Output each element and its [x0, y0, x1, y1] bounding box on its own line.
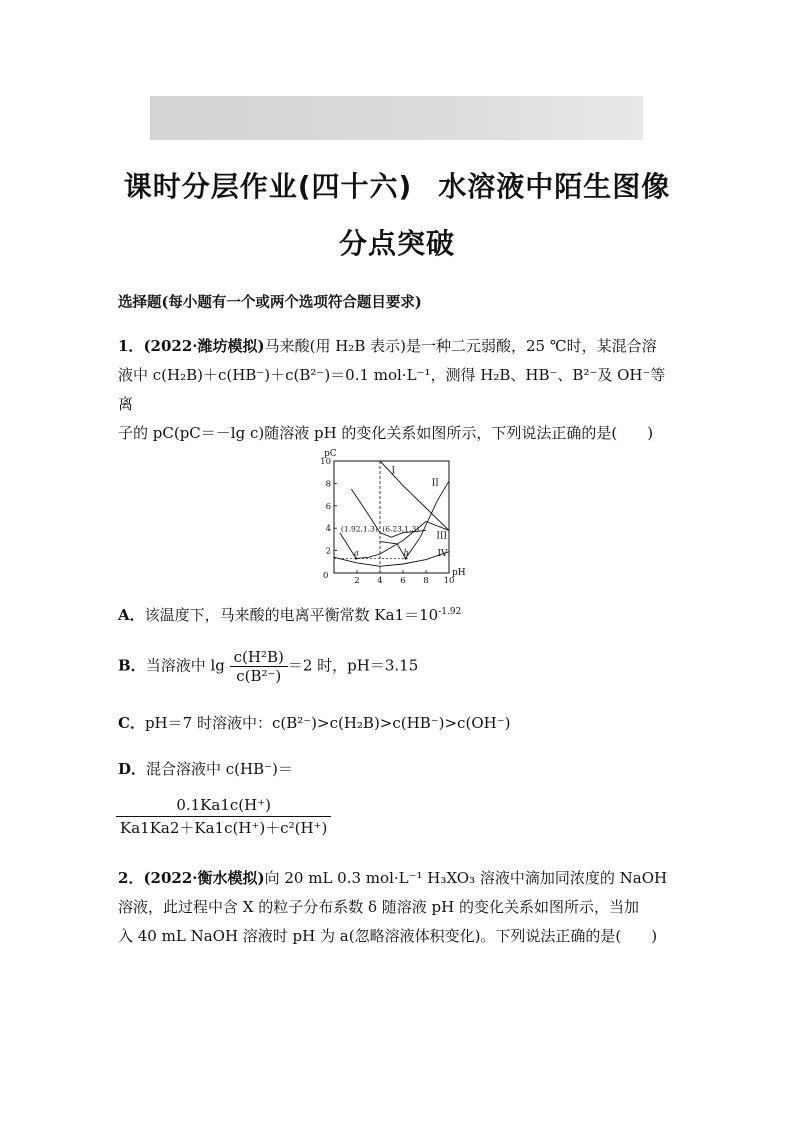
option-b — [118, 648, 418, 685]
q2-line-2: 溶液，此过程中含 X 的粒子分布系数 δ 随溶液 pH 的变化关系如图所示，当加 — [118, 898, 640, 916]
point-label-a: (1.92,1.3) — [340, 524, 378, 534]
q2-source: (2022·衡水模拟) — [143, 869, 265, 887]
point-name-a: a — [354, 548, 359, 558]
option-c — [118, 712, 510, 733]
option-b-post: ＝2 时，pH＝3.15 — [287, 656, 419, 675]
curve-label-iv: IV — [437, 549, 448, 560]
title-part-a: 课时分层作业(四十六) — [123, 170, 413, 203]
option-b-numerator: c(H²B) — [230, 648, 288, 667]
option-d-denominator: Ka1Ka2＋Ka1c(H⁺)＋c²(H⁺) — [120, 819, 328, 837]
option-d-text: 混合溶液中 c(HB⁻)＝ — [146, 760, 293, 778]
q1-number: 1． — [118, 337, 144, 355]
origin-label: 0 — [323, 571, 329, 581]
option-a-text: 该温度下，马来酸的电离平衡常数 Ka1＝10 — [144, 606, 439, 624]
option-d — [118, 758, 293, 779]
curve-label-iii: III — [436, 531, 448, 542]
x-axis-title: pH — [452, 568, 466, 578]
q2-text-a: 向 20 mL 0.3 mol·L⁻¹ H₃XO₃ 溶液中滴加同浓度的 NaOH — [264, 869, 668, 887]
q2-line-3: 入 40 mL NaOH 溶液时 pH 为 a(忽略溶液体积变化)。下列说法正确的是( ) — [118, 927, 658, 945]
x-tick-label: 10 — [443, 576, 455, 585]
point-b — [404, 557, 406, 559]
x-tick-label: 8 — [423, 576, 429, 585]
option-a-label: A． — [118, 606, 145, 624]
point-label-b: (6.23,1.3) — [382, 524, 420, 534]
x-tick-label: 6 — [400, 576, 406, 585]
q1-line-1 — [118, 332, 678, 361]
y-tick-label: 8 — [325, 479, 331, 490]
y-tick-label: 2 — [325, 546, 331, 557]
option-a — [118, 604, 461, 625]
y-tick-label: 4 — [325, 524, 331, 535]
q1-text-a: 马来酸(用 H₂B 表示)是一种二元弱酸，25 ℃时，某混合溶 — [264, 337, 657, 355]
page-title — [0, 165, 794, 205]
header-banner — [150, 96, 643, 140]
x-tick-label: 2 — [354, 576, 360, 585]
option-a-sup: -1.92 — [438, 607, 462, 617]
option-c-text: pH＝7 时溶液中：c(B²⁻)>c(H₂B)>c(HB⁻)>c(OH⁻) — [144, 714, 511, 732]
q2-number: 2． — [118, 869, 144, 887]
curve-label-ii: II — [431, 478, 439, 489]
x-tick-label: 4 — [377, 576, 383, 585]
pc-ph-chart — [312, 437, 487, 585]
section-title: 选择题(每小题有一个或两个选项符合题目要求) — [118, 294, 422, 311]
question-1 — [118, 332, 678, 448]
option-c-label: C． — [118, 714, 145, 732]
y-tick-label: 6 — [325, 501, 331, 512]
option-b-pre: 当溶液中 lg — [145, 656, 225, 675]
option-d-label: D． — [118, 760, 147, 778]
option-b-label: B． — [118, 656, 146, 675]
q2-line-1 — [118, 864, 678, 893]
q1-line-3: 子的 pC(pC＝－lg c)随溶液 pH 的变化关系如图所示，下列说法正确的是( ) — [118, 424, 654, 442]
curve-IV — [334, 552, 449, 567]
option-b-fraction — [230, 648, 288, 685]
option-b-denominator: c(B²⁻) — [236, 667, 282, 685]
option-d-numerator: 0.1Ka1c(H⁺) — [116, 796, 331, 817]
y-tick-label: 10 — [320, 457, 331, 467]
page-subtitle: 分点突破 — [338, 227, 455, 260]
curve-I — [380, 461, 449, 530]
y-axis-title: pC — [324, 449, 337, 459]
q1-source: (2022·潍坊模拟) — [143, 337, 265, 355]
option-d-fraction — [116, 796, 331, 838]
title-part-b: 水溶液中陌生图像 — [438, 170, 671, 203]
q1-line-2: 液中 c(H₂B)＋c(HB⁻)＋c(B²⁻)＝0.1 mol·L⁻¹，测得 H₂B、HB⁻、B²⁻及 OH⁻等离 — [118, 366, 666, 413]
point-a — [355, 557, 357, 559]
point-name-b: b — [403, 548, 409, 558]
curve-label-i: I — [391, 466, 396, 477]
question-2 — [118, 864, 678, 951]
